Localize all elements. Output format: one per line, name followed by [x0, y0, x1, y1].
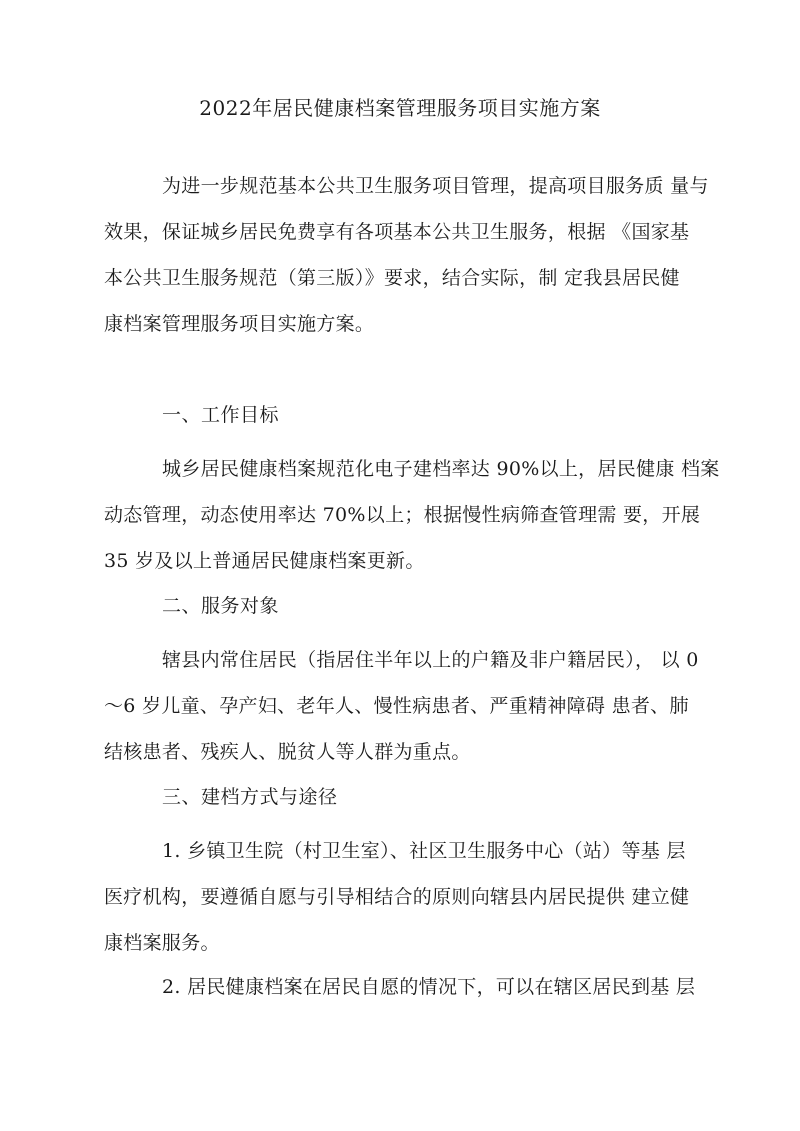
section-heading-filing-methods: 三、建档方式与途径 — [162, 786, 338, 808]
intro-line: 为进一步规范基本公共卫生服务项目管理，提高项目服务质 量与 — [162, 175, 709, 197]
service-targets-paragraph — [104, 637, 714, 775]
filing-item-1-line: 康档案服务。 — [104, 932, 220, 954]
intro-line: 康档案管理服务项目实施方案。 — [104, 313, 375, 335]
work-goals-paragraph — [104, 446, 720, 584]
filing-item-2-line: 2. 居民健康档案在居民自愿的情况下，可以在辖区居民到基 层 — [162, 976, 696, 998]
work-goals-line: 动态管理，动态使用率达 70%以上；根据慢性病筛查管理需 要，开展 — [104, 504, 701, 526]
intro-line: 本公共卫生服务规范（第三版）》要求，结合实际，制 定我县居民健 — [104, 267, 680, 289]
section-heading-service-targets: 二、服务对象 — [162, 595, 280, 617]
service-targets-line: 结核患者、残疾人、脱贫人等人群为重点。 — [104, 741, 471, 763]
work-goals-line: 35 岁及以上普通居民健康档案更新。 — [104, 550, 425, 572]
filing-item-1-line: 1. 乡镇卫生院（村卫生室）、社区卫生服务中心（站）等基 层 — [162, 840, 686, 862]
service-targets-line: 〜6 岁儿童、孕产妇、老年人、慢性病患者、严重精神障碍 患者、肺 — [104, 695, 689, 717]
intro-paragraph — [104, 163, 714, 347]
intro-line: 效果，保证城乡居民免费享有各项基本公共卫生服务，根据 《国家基 — [104, 221, 690, 243]
section-heading-work-goals: 一、工作目标 — [162, 404, 280, 426]
work-goals-line: 城乡居民健康档案规范化电子建档率达 90%以上，居民健康 档案 — [162, 458, 720, 480]
service-targets-line: 辖县内常住居民（指居住半年以上的户籍及非户籍居民）， 以 0 — [162, 649, 699, 671]
filing-item-1-line: 医疗机构，要遵循自愿与引导相结合的原则向辖县内居民提供 建立健 — [104, 886, 690, 908]
filing-item-2-paragraph — [104, 964, 714, 1010]
filing-item-1-paragraph — [104, 828, 714, 966]
document-title: 2022年居民健康档案管理服务项目实施方案 — [199, 96, 601, 120]
